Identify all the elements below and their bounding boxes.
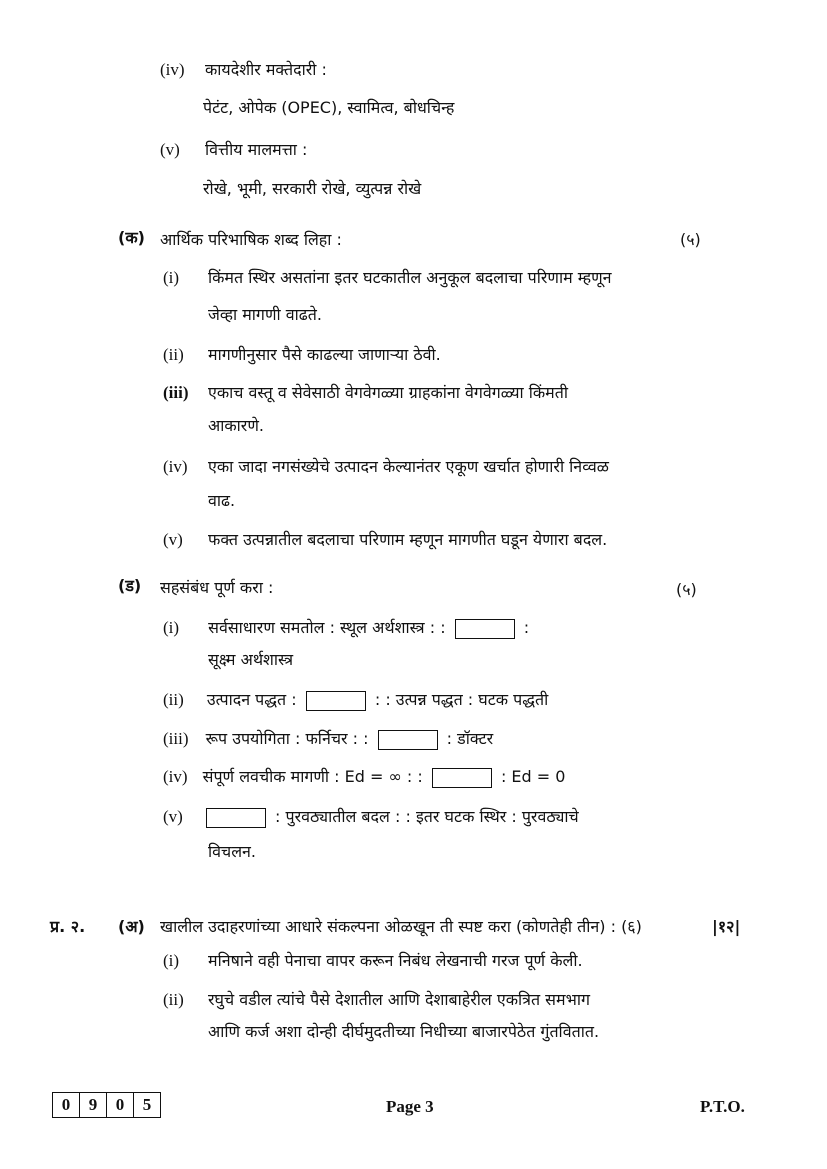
section-title: सहसंबंध पूर्ण करा : xyxy=(160,578,274,597)
section-title: आर्थिक परिभाषिक शब्द लिहा : xyxy=(160,230,342,249)
question-text: मागणीनुसार पैसे काढल्या जाणाऱ्या ठेवी. xyxy=(208,345,441,364)
section-label: (ड) xyxy=(118,576,142,595)
answer-blank-box[interactable] xyxy=(432,768,492,788)
match-cont: सूक्ष्म अर्थशास्त्र xyxy=(208,650,294,669)
question-num: (i) xyxy=(163,618,180,637)
question-num: (iv) xyxy=(163,767,188,786)
paper-code-box xyxy=(52,1092,161,1118)
question-num: (i) xyxy=(163,951,180,970)
match-row xyxy=(163,767,565,788)
question-text: एकाच वस्तू व सेवेसाठी वेगवेगळ्या ग्राहकांना वेगवेगळ्या किंमती xyxy=(208,383,569,402)
answer-blank-box[interactable] xyxy=(206,808,266,828)
question-text: एका जादा नगसंख्येचे उत्पादन केल्यानंतर एकूण खर्चात होणारी निव्वळ xyxy=(208,457,609,476)
question-num: (ii) xyxy=(163,690,184,709)
match-row xyxy=(163,618,529,639)
question-text-cont: जेव्हा मागणी वाढते. xyxy=(208,305,322,324)
section-marks: (५) xyxy=(680,230,701,249)
question-num: (iv) xyxy=(163,457,188,476)
question-title: खालील उदाहरणांच्या आधारे संकल्पना ओळखून ती स्पष्ट करा (कोणतेही तीन) : (६) xyxy=(160,917,642,936)
page-number: Page 3 xyxy=(386,1097,434,1116)
match-row xyxy=(163,807,579,828)
question-text: किंमत स्थिर असतांना इतर घटकातील अनुकूल बदलाचा परिणाम म्हणून xyxy=(208,268,612,287)
question-num: (v) xyxy=(163,807,183,826)
item-num: (iv) xyxy=(160,60,185,79)
match-before: संपूर्ण लवचीक मागणी : Ed = ∞ : : xyxy=(202,767,423,786)
answer-blank-box[interactable] xyxy=(306,691,366,711)
match-before: उत्पादन पद्धत : xyxy=(206,690,297,709)
match-after: : xyxy=(523,618,530,637)
question-text-cont: आणि कर्ज अशा दोन्ही दीर्घमुदतीच्या निधीच्या बाजारपेठेत गुंतवितात. xyxy=(208,1022,600,1041)
match-cont: विचलन. xyxy=(208,842,257,861)
answer-blank-box[interactable] xyxy=(455,619,515,639)
pto-label: P.T.O. xyxy=(700,1097,745,1116)
item-answer: रोखे, भूमी, सरकारी रोखे, व्युत्पन्न रोखे xyxy=(203,179,422,198)
question-num: (ii) xyxy=(163,990,184,1009)
question-text: मनिषाने वही पेनाचा वापर करून निबंध लेखनाची गरज पूर्ण केली. xyxy=(208,951,583,970)
match-after: : डॉक्टर xyxy=(446,729,494,748)
question-num: (ii) xyxy=(163,345,184,364)
answer-blank-box[interactable] xyxy=(378,730,438,750)
match-before: रूप उपयोगिता : फर्निचर : : xyxy=(205,729,369,748)
code-digit: 0 xyxy=(53,1093,80,1117)
section-marks: (५) xyxy=(676,580,697,599)
question-text: फक्त उत्पन्नातील बदलाचा परिणाम म्हणून मागणीत घडून येणारा बदल. xyxy=(208,530,608,549)
question-text-cont: आकारणे. xyxy=(208,416,264,435)
question-num: (iii) xyxy=(163,383,189,402)
match-after: : Ed = 0 xyxy=(500,767,566,786)
total-marks: |१२| xyxy=(712,917,741,936)
code-digit: 9 xyxy=(80,1093,107,1117)
question-num: (i) xyxy=(163,268,180,287)
code-digit: 0 xyxy=(107,1093,134,1117)
question-text-cont: वाढ. xyxy=(208,491,236,510)
item-heading: कायदेशीर मक्तेदारी : xyxy=(205,60,327,79)
question-num: (iii) xyxy=(163,729,189,748)
match-row xyxy=(163,729,493,750)
item-answer: पेटंट, ओपेक (OPEC), स्वामित्व, बोधचिन्ह xyxy=(203,98,455,117)
item-heading: वित्तीय मालमत्ता : xyxy=(205,140,308,159)
item-num: (v) xyxy=(160,140,180,159)
code-digit: 5 xyxy=(142,1095,152,1114)
section-label: (क) xyxy=(118,228,145,247)
match-after: : पुरवठ्यातील बदल : : इतर घटक स्थिर : पुरवठ्याचे xyxy=(275,807,579,826)
question-text: रघुचे वडील त्यांचे पैसे देशातील आणि देशाबाहेरील एकत्रित समभाग xyxy=(208,990,590,1009)
question-num: (v) xyxy=(163,530,183,549)
match-before: सर्वसाधारण समतोल : स्थूल अर्थशास्त्र : : xyxy=(208,618,446,637)
match-row xyxy=(163,690,548,711)
question-label: प्र. २. xyxy=(50,917,86,936)
match-after: : : उत्पन्न पद्धत : घटक पद्धती xyxy=(374,690,549,709)
subquestion-label: (अ) xyxy=(118,917,145,936)
